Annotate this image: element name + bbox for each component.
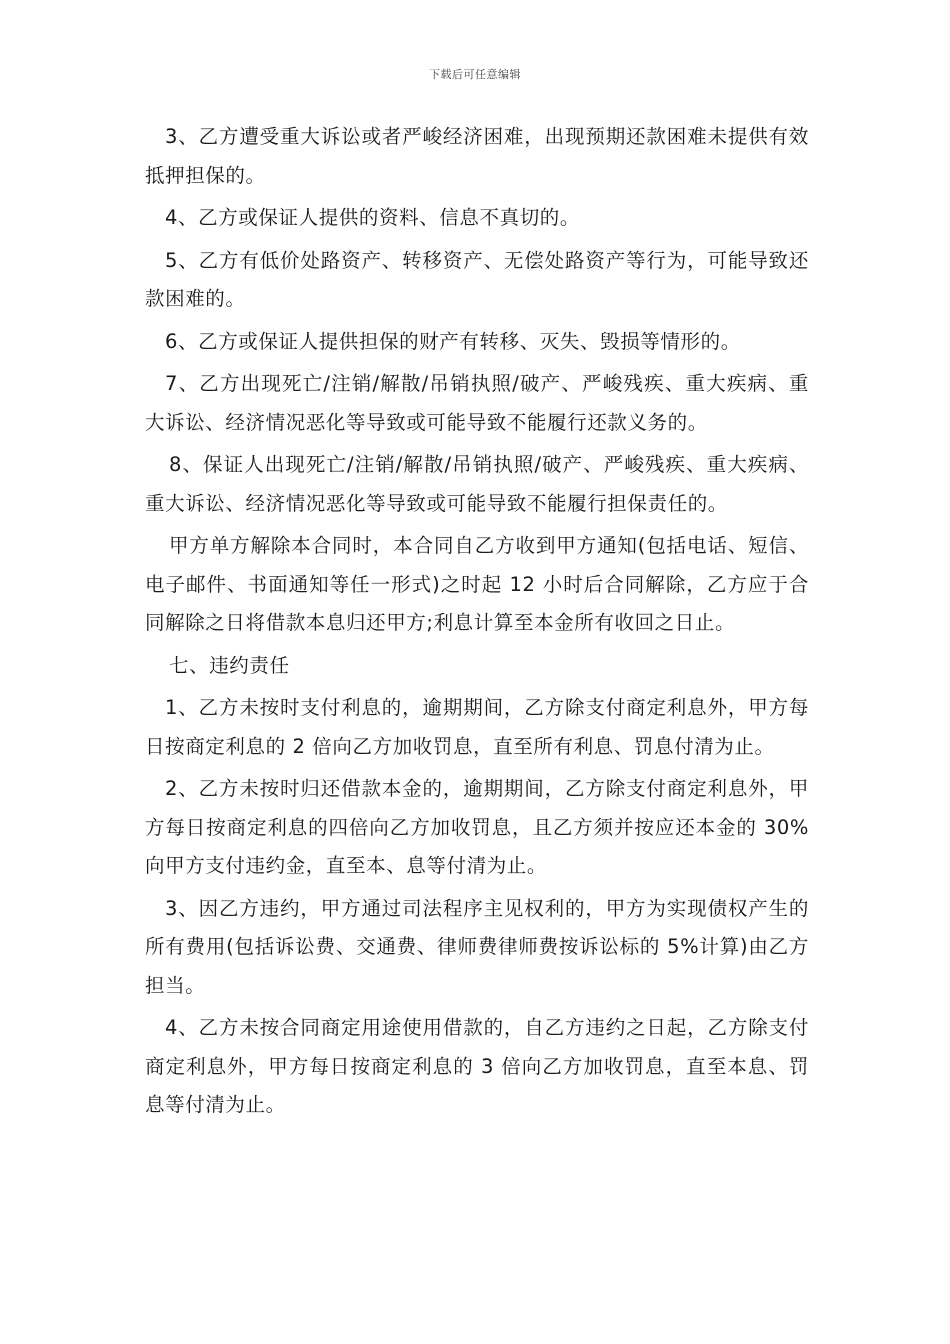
paragraph-clause-5: 5、乙方有低价处路资产、转移资产、无偿处路资产等行为，可能导致还款困难的。 — [145, 248, 809, 310]
paragraph-clause-4: 4、乙方或保证人提供的资料、信息不真切的。 — [165, 206, 581, 229]
paragraph-breach-2: 2、乙方未按时归还借款本金的，逾期期间，乙方除支付商定利息外，甲方每日按商定利息的四倍向乙方加收罚息，且乙方须并按应还本金的 30%向甲方支付违约金，直至本、息等付清为止。 — [145, 777, 809, 877]
paragraph-termination: 甲方单方解除本合同时，本合同自乙方收到甲方通知(包括电话、短信、电子邮件、书面通知等任一形式)之时起 12 小时后合同解除，乙方应于合同解除之日将借款本息归还甲方;利息计算至本金所有收回之日止。 — [145, 534, 809, 634]
paragraph-clause-6: 6、乙方或保证人提供担保的财产有转移、灭失、毁损等情形的。 — [165, 329, 741, 353]
paragraph-clause-3: 3、乙方遭受重大诉讼或者严峻经济困难，出现预期还款困难未提供有效抵押担保的。 — [145, 125, 809, 187]
page-header: 下载后可任意编辑 — [429, 68, 521, 81]
paragraph-breach-4: 4、乙方未按合同商定用途使用借款的，自乙方违约之日起，乙方除支付商定利息外，甲方每日按商定利息的 3 倍向乙方加收罚息，直至本息、罚息等付清为止。 — [145, 1016, 809, 1116]
section-heading-breach-liability: 七、违约责任 — [169, 653, 290, 677]
paragraph-clause-7: 7、乙方出现死亡/注销/解散/吊销执照/破产、严峻残疾、重大疾病、重大诉讼、经济情况恶化等导致或可能导致不能履行还款义务的。 — [145, 372, 809, 434]
paragraph-breach-3: 3、因乙方违约，甲方通过司法程序主见权利的，甲方为实现债权产生的所有费用(包括诉讼费、交通费、律师费律师费按诉讼标的 5%计算)由乙方担当。 — [145, 896, 809, 997]
paragraph-breach-1: 1、乙方未按时支付利息的，逾期期间，乙方除支付商定利息外，甲方每日按商定利息的 2 倍向乙方加收罚息，直至所有利息、罚息付清为止。 — [145, 696, 809, 758]
document-body — [145, 118, 809, 1129]
paragraph-clause-8: 8、保证人出现死亡/注销/解散/吊销执照/破产、严峻残疾、重大疾病、重大诉讼、经济情况恶化等导致或可能导致不能履行担保责任的。 — [145, 453, 809, 515]
